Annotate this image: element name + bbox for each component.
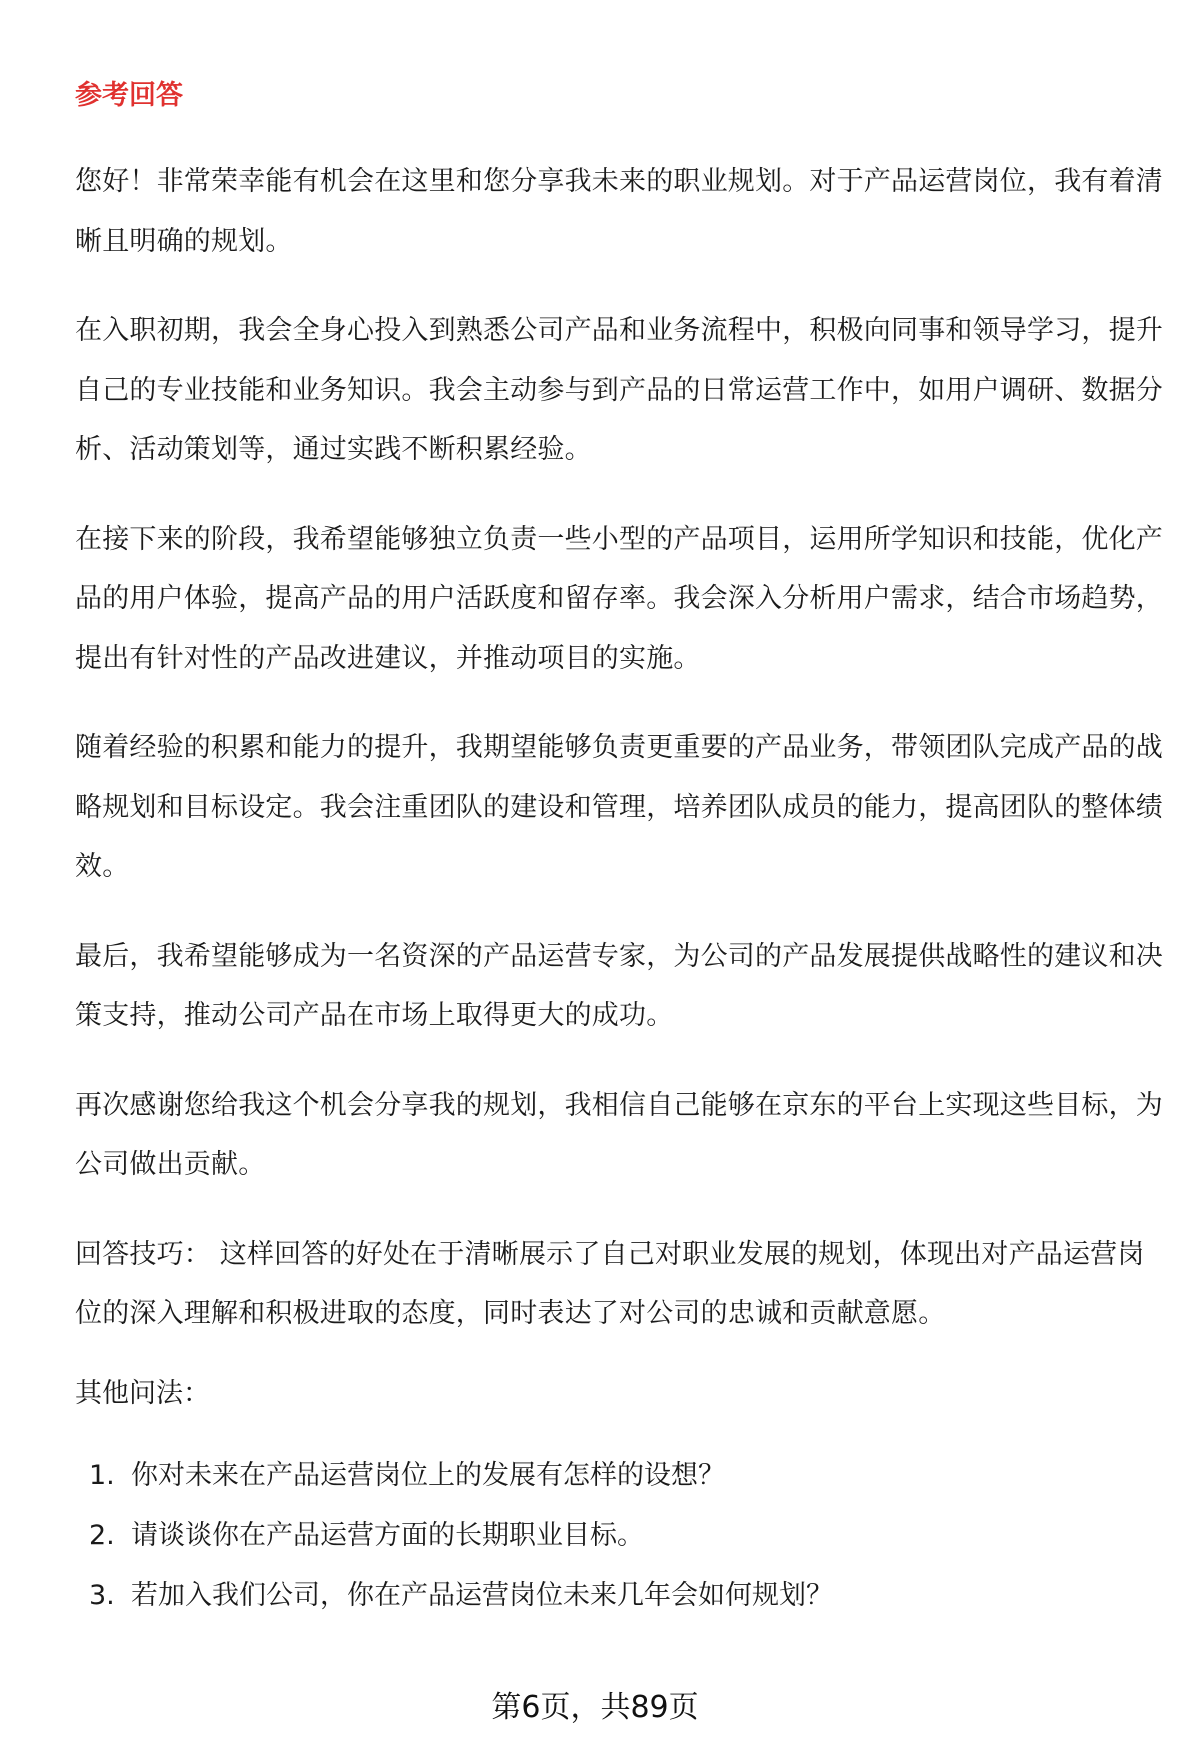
- other-questions-label: 其他问法：: [75, 1377, 210, 1409]
- page-number-footer: 第6页，共89页: [491, 1690, 699, 1725]
- other-questions-list: [75, 1446, 1165, 1626]
- paragraph-final-goal: 最后，我希望能够成为一名资深的产品运营专家，为公司的产品发展提供战略性的建议和决策支持，推动公司产品在市场上取得更大的成功。: [75, 940, 1163, 1031]
- list-item-number: 2.: [89, 1519, 115, 1551]
- list-item-text: 请谈谈你在产品运营方面的长期职业目标。: [131, 1519, 644, 1551]
- list-item: [75, 1566, 1165, 1626]
- paragraph-growth-stage: 随着经验的积累和能力的提升，我期望能够负责更重要的产品业务，带领团队完成产品的战略规划和目标设定。我会注重团队的建设和管理，培养团队成员的能力，提高团队的整体绩效。: [75, 732, 1163, 882]
- list-item-text: 若加入我们公司，你在产品运营岗位未来几年会如何规划？: [131, 1579, 833, 1611]
- list-item: [75, 1506, 1165, 1566]
- paragraph-early-stage: 在入职初期，我会全身心投入到熟悉公司产品和业务流程中，积极向同事和领导学习，提升自己的专业技能和业务知识。我会主动参与到产品的日常运营工作中，如用户调研、数据分析、活动策划等，通过实践不断积累经验。: [75, 315, 1163, 465]
- section-heading: 参考回答: [75, 80, 183, 111]
- paragraph-answer-tips: 回答技巧： 这样回答的好处在于清晰展示了自己对职业发展的规划，体现出对产品运营岗位的深入理解和积极进取的态度，同时表达了对公司的忠诚和贡献意愿。: [75, 1238, 1145, 1329]
- list-item-number: 3.: [89, 1579, 115, 1611]
- list-item-number: 1.: [89, 1459, 115, 1491]
- list-item: [75, 1446, 1165, 1506]
- paragraph-thanks: 再次感谢您给我这个机会分享我的规划，我相信自己能够在京东的平台上实现这些目标，为公司做出贡献。: [75, 1089, 1163, 1180]
- document-page: [75, 78, 1165, 1626]
- paragraph-next-stage: 在接下来的阶段，我希望能够独立负责一些小型的产品项目，运用所学知识和技能，优化产品的用户体验，提高产品的用户活跃度和留存率。我会深入分析用户需求，结合市场趋势，提出有针对性的产品改进建议，并推动项目的实施。: [75, 523, 1163, 674]
- paragraph-intro: 您好！非常荣幸能有机会在这里和您分享我未来的职业规划。对于产品运营岗位，我有着清晰且明确的规划。: [75, 166, 1163, 257]
- list-item-text: 你对未来在产品运营岗位上的发展有怎样的设想？: [131, 1459, 725, 1491]
